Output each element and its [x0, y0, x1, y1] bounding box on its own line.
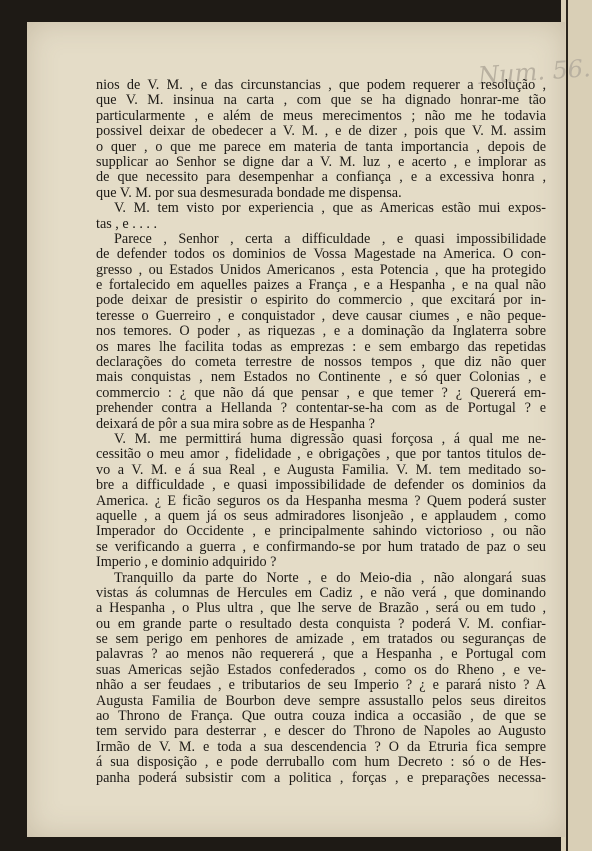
text-line: nos temores. O poder , as riquezas , e a dominação da Inglaterra sobre: [96, 323, 546, 340]
body-text: [96, 78, 546, 786]
text-line: V. M. me permittirá huma digressão quasi forçosa , á qual me ne-: [114, 430, 546, 447]
text-line: nhão a ser feudaes , e tributarios de seu Imperio ? ¿ e parará nisto ? A: [96, 677, 546, 694]
text-line: Parece , Senhor , certa a difficuldade , e quasi impossibilidade: [114, 230, 546, 247]
text-line: vo a V. M. e á sua Real , e Augusta Familia. V. M. tem meditado so-: [96, 461, 546, 478]
text-line: supplicar ao Senhor se digne dar a V. M. luz , e acerto , e implorar as: [96, 153, 546, 170]
text-line: se verificando a guerra , e confirmando-se por hum tratado de paz o seu: [96, 538, 546, 555]
text-line: V. M. tem visto por experiencia , que as Americas estão mui expos-: [114, 200, 546, 217]
text-line: mais conquistas , nem Estados no Continente , e só quer Colonias , e: [96, 369, 546, 386]
text-line: tas , e . . . .: [96, 215, 158, 232]
text-line: deixará de pôr a sua mira sobre as de Hespanha ?: [96, 415, 375, 432]
text-line: e fortalecido em aquelles paizes a França , e a Hespanha , e na qual não: [96, 277, 546, 294]
text-line: declarações do cometa terrestre de nossos tempos , que diz não quer: [96, 354, 546, 371]
text-line: Imperio , e dominio adquirido ?: [96, 554, 277, 571]
text-line: de defender todos os dominios de Vossa Magestade na America. O con-: [96, 246, 546, 263]
text-line: Tranquillo da parte do Norte , e do Meio-dia , não alongará suas: [114, 569, 546, 586]
book-gutter: [566, 0, 568, 851]
text-line: commercio : ¿ que não dá que pensar , e que temer ? ¿ Quererá em-: [96, 384, 546, 401]
text-line: cessitão o meu amor , fidelidade , e obrigações , que por tantos titulos de-: [96, 446, 546, 463]
text-line: suas Americas sejão Estados confederados , como os do Rheno , e ve-: [96, 661, 546, 678]
text-line: que V. M. por sua desmesurada bondade me dispensa.: [96, 184, 402, 201]
text-line: pode deixar de presistir o espirito do commercio , que excitará por in-: [96, 292, 546, 309]
text-line: que V. M. insinua na carta , com que se ha dignado honrar-me tão: [96, 92, 546, 109]
text-line: gresso , ou Estados Unidos Americanos , esta Potencia , que ha protegido: [96, 261, 546, 278]
text-line: a Hespanha , o Plus ultra , que lhe serve de Brazão , será ou em tudo ,: [96, 600, 546, 617]
text-line: o quer , o que me parece em materia de tanta importancia , depois de: [96, 138, 546, 155]
text-line: vistas ás columnas de Hercules em Cadiz , e não verá , que dominando: [96, 584, 546, 601]
text-line: Imperador do Occidente , e principalmente sahindo victorioso , ou não: [96, 523, 546, 540]
text-line: nios de V. M. , e das circunstancias , que podem requerer a resolução ,: [96, 77, 546, 93]
text-line: á sua disposição , e pode derruballo com hum Decreto : só o de Hes-: [96, 754, 546, 771]
text-line: ao Throno de França. Que outra couza indica a occasião , de que se: [96, 708, 546, 725]
text-line: Irmão de V. M. e toda a sua descendencia ? O da Etruria fica sempre: [96, 738, 546, 755]
text-line: os mares lhe facilita todas as emprezas : e sem embargo das repetidas: [96, 338, 546, 355]
text-line: tem servido para desterrar , e descer do Throno de Napoles ao Augusto: [96, 723, 546, 740]
text-line: possivel deixar de obedecer a V. M. , e de dizer , pois que V. M. assim: [96, 123, 546, 140]
text-line: bre a difficuldade , e quasi impossibilidade de defender os dominios da: [96, 477, 546, 494]
text-line: panha poderá subsistir com a politica , forças , e preparações necessa-: [96, 769, 546, 786]
text-line: teresse o Guerreiro , e conquistador , deve causar ciumes , e não peque-: [96, 307, 546, 324]
text-line: aquelle , a quem já os seus admiradores lisonjeão , e applaudem , como: [96, 507, 546, 524]
text-line: America. ¿ E ficão seguros os da Hespanha mesma ? Quem poderá suster: [96, 492, 546, 509]
text-line: se sem perigo em penhores de amizade , em tratados ou seguranças de: [96, 631, 546, 648]
text-line: palavras ? ao menos não requererá , que a Hespanha , e Portugal com: [96, 646, 546, 663]
text-line: Augusta Familia de Bourbon deve sempre assustallo pelos seus direitos: [96, 692, 546, 709]
text-line: prehender contra a Hellanda ? contentar-se-ha com as de Portugal ? e: [96, 400, 546, 417]
text-line: de que necessito para desempenhar a confiança , e a excessiva honra ,: [96, 169, 546, 186]
text-line: ou em grande parte o resultado desta conquista ? poderá V. M. confiar-: [96, 615, 546, 632]
page-number-stamp: Num. 56.: [477, 54, 592, 90]
text-line: particularmente , e além de meus merecimentos ; não me he todavia: [96, 107, 546, 124]
